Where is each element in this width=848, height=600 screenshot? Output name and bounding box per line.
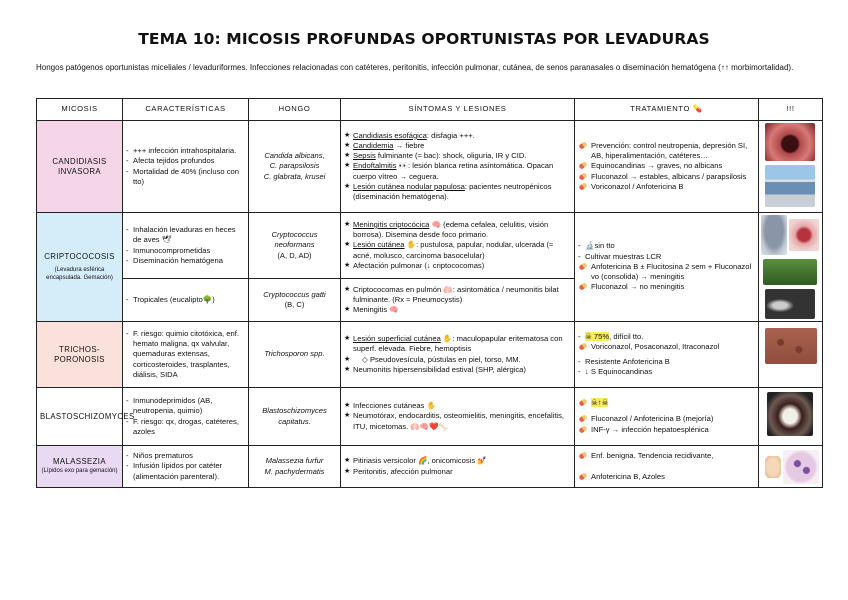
header-sintomas: SÍNTOMAS Y LESIONES [341, 99, 575, 121]
hongo-cell [249, 213, 341, 279]
header-extra: !!! [759, 99, 823, 121]
skin-rash-image [765, 328, 817, 364]
list-item: ★ Peritonitis, afección pulmonar [344, 467, 571, 477]
page-title: TEMA 10: MICOSIS PROFUNDAS OPORTUNISTAS POR LEVADURAS [138, 30, 710, 48]
list-item: - Tropicales (eucalipto🌳) [126, 295, 245, 305]
sintomas-cell [341, 121, 575, 213]
list-item: ★ Endoftalmitis 👀: lesión blanca retina asintomática. Opacan cuerpo vítreo → ceguera. [344, 161, 571, 181]
row-blastoschizomyces [37, 388, 823, 446]
micosis-name: CRIPTOCOCOSIS [44, 252, 115, 261]
microscopy-yeast-image [783, 450, 819, 484]
caracteristicas-cell [123, 388, 249, 446]
species-name: C. glabrata, krusei [263, 171, 326, 181]
species-name: M. pachydermatis [264, 466, 325, 476]
list-item: ★ Meningitis criptocócica 🧠 (edema cefalea, celulitis, visión borrosa). Disemina desde foco primario. [344, 220, 571, 240]
list-item: ★ Meningitis 🧠 [344, 305, 571, 315]
oral-lesion-image [767, 392, 813, 436]
species-name: Candida albicans, [264, 151, 325, 161]
row-candidiasis [37, 121, 823, 213]
sintomas-cell [341, 213, 575, 279]
list-item: Prevención: control neutropenia, depresión SI, AB, hiperalimentación, catéteres… [578, 141, 755, 161]
list-item: ★ Pitiriasis versicolor 🌈, onicomicosis 💅 [344, 456, 571, 466]
micosis-subtitle: (Levadura esférica encapsulada. Gemación) [46, 267, 113, 281]
list-item: Voriconazol / Anfotericina B [578, 182, 755, 192]
micosis-name: CANDIDIASIS INVASORA [37, 121, 123, 213]
list-item: ★ Candidiasis esofágica: disfagia +++. [344, 131, 571, 141]
table-header-row [37, 99, 823, 121]
sintomas-cell [341, 322, 575, 388]
image-cell [759, 121, 823, 213]
hospital-building-image [765, 165, 815, 207]
list-item: Equinocandinas → graves, no albicans [578, 161, 755, 171]
tratamiento-cell [575, 322, 759, 388]
hongo-cell [249, 279, 341, 322]
list-item: - +++ infección intrahospitalaria. [126, 146, 245, 156]
serotypes: (A, D, AD) [277, 250, 312, 260]
pigeon-image [761, 215, 787, 255]
skin-lesion-image [789, 219, 819, 251]
baby-foot-image [765, 456, 781, 478]
list-item: ★ Lesión cutánea ✋: pustulosa, papular, nodular, ulcerada (≈ acné, molusco, carcinoma basocelular) [344, 240, 571, 260]
sintomas-cell [341, 388, 575, 446]
list-item: - Inmunocomprometidas [126, 246, 245, 256]
list-item: - F. riesgo: qx, drogas, catéteres, azoles [126, 417, 245, 437]
list-item: ★ Criptococomas en pulmón 🫁: asintomática / neumonitis bilat fulminante. (Rx ≈ Pneumocystis) [344, 285, 571, 305]
list-item: Anfotericina B ± Flucitosina 2 sem + Fluconazol vo (consolida) → meningitis [578, 262, 755, 282]
intro-paragraph: Hongos patógenos oportunistas miceliales / levaduriformes. Infecciones relacionadas con catéteres, peritonitis, infección pulmonar, cutánea, de senos paranasales o diseminación hematógena (↑↑ morbimortalidad). [36, 63, 794, 72]
hongo-cell [249, 388, 341, 446]
micosis-name-cell [37, 213, 123, 322]
list-item: ★ Lesión cutánea nodular papulosa: pacientes neutropénicos (diseminación hematógena). [344, 182, 571, 202]
row-trichosporonosis [37, 322, 823, 388]
eucalyptus-tree-image [763, 259, 817, 285]
sintomas-cell [341, 279, 575, 322]
header-micosis: MICOSIS [37, 99, 123, 121]
list-item: ★ Infecciones cutáneas ✋ [344, 401, 571, 411]
serotypes: (B, C) [284, 300, 305, 309]
hongo-cell [249, 322, 341, 388]
chest-xray-image [765, 289, 815, 319]
image-cell [759, 322, 823, 388]
list-item: Enf. benigna. Tendencia recidivante, [578, 451, 755, 461]
species-name: C. parapsilosis [269, 161, 320, 171]
list-item: Fluconazol → estables, albicans / parapsilosis [578, 172, 755, 182]
list-item: - Resistente Anfotericina B [578, 357, 755, 367]
list-item: ★ Sepsis fulminante (≈ bac): shock, oliguria, IR y CID. [344, 151, 571, 161]
list-item: Fluconazol → no meningitis [578, 282, 755, 292]
list-item: - Inmunodeprimidos (AB, neutropenia, quimio) [126, 396, 245, 416]
esophagus-endoscopy-image [765, 123, 815, 161]
list-item: ★ Neumotórax, endocarditis, osteomielitis, meningitis, encefalitis, ITU, micetomas. 🫁🧠❤️🦴 [344, 411, 571, 431]
list-item: ★ Afectación pulmonar (↓ criptococomas) [344, 261, 571, 271]
species-name: Trichosporon spp. [264, 349, 325, 359]
species-name: Cryptococcus neoformans [271, 230, 318, 250]
list-item: - ↓ S Equinocandinas [578, 367, 755, 377]
list-item: Fluconazol / Anfotericina B (mejoría) [578, 414, 755, 424]
caracteristicas-cell [123, 121, 249, 213]
list-item: - Cultivar muestras LCR [578, 252, 755, 262]
micosis-table [36, 98, 823, 488]
list-item: - Mortalidad de 40% (incluso con tto) [126, 167, 245, 187]
tratamiento-cell [575, 446, 759, 488]
tratamiento-cell [575, 388, 759, 446]
micosis-name: BLASTOSCHIZOMYCES [37, 388, 123, 446]
micosis-name: MALASSEZIA [53, 457, 106, 467]
image-cell [759, 446, 823, 488]
list-item: ★ Lesión superficial cutánea ✋: maculopapular eritematosa con superf. elevada. Fiebre, hemoptisis [344, 334, 571, 354]
sintomas-cell [341, 446, 575, 488]
list-item: Anfotericina B, Azoles [578, 472, 755, 482]
hongo-cell [249, 446, 341, 488]
hongo-cell [249, 121, 341, 213]
list-item [578, 398, 755, 408]
list-item: ★ Neumonitis hipersensibilidad estival (SHP, alérgica) [344, 365, 571, 375]
image-cell [759, 388, 823, 446]
tratamiento-cell [575, 121, 759, 213]
micosis-name-cell [37, 446, 123, 488]
list-item: - Niños prematuros [126, 451, 245, 461]
species-name: Cryptococcus gatti [263, 289, 326, 299]
caracteristicas-cell [123, 213, 249, 279]
list-item: ★ ◇ Pseudovesícula, pústulas en piel, torso, MM. [344, 355, 571, 365]
species-name: Malassezia furfur [265, 456, 324, 466]
list-item: - 🔬sin tto [578, 241, 755, 251]
list-item: - Diseminación hematógena [126, 256, 245, 266]
micosis-subtitle: (Lípidos exo para gemación) [41, 468, 118, 475]
mortality-highlight: ☠ 75% [585, 332, 610, 342]
list-item: - Inhalación levaduras en heces de aves 🕊 [126, 225, 245, 245]
caracteristicas-cell [123, 322, 249, 388]
row-malassezia [37, 446, 823, 488]
micosis-name: TRICHOS-PORONOSIS [37, 322, 123, 388]
tratamiento-cell [575, 213, 759, 322]
list-item: - ☠ 75%, difícil tto. [578, 332, 755, 342]
header-caracteristicas: CARACTERÍSTICAS [123, 99, 249, 121]
list-item: Voriconazol, Posaconazol, Itraconazol [578, 342, 755, 352]
list-item: ★ Candidemia → fiebre [344, 141, 571, 151]
caracteristicas-cell [123, 279, 249, 322]
list-item: INF-γ → infección hepatoesplénica [578, 425, 755, 435]
list-item: - F. riesgo: quimio citotóxica, enf. hemato maligna, qx valvular, quemaduras extensas, corticosteroides, trasplantes, diálisis, SIDA [126, 329, 245, 380]
header-hongo: HONGO [249, 99, 341, 121]
image-cell [759, 213, 823, 322]
caracteristicas-cell [123, 446, 249, 488]
row-criptococosis-1 [37, 213, 823, 279]
mortality-highlight: ☠↑☠ [591, 398, 609, 408]
header-tratamiento: TRATAMIENTO 💊 [575, 99, 759, 121]
species-name: Blastoschizomyces capitatus. [262, 406, 327, 426]
list-item: - Infusión lípidos por catéter (alimentación parenteral). [126, 461, 245, 481]
list-item: - Afecta tejidos profundos [126, 156, 245, 166]
